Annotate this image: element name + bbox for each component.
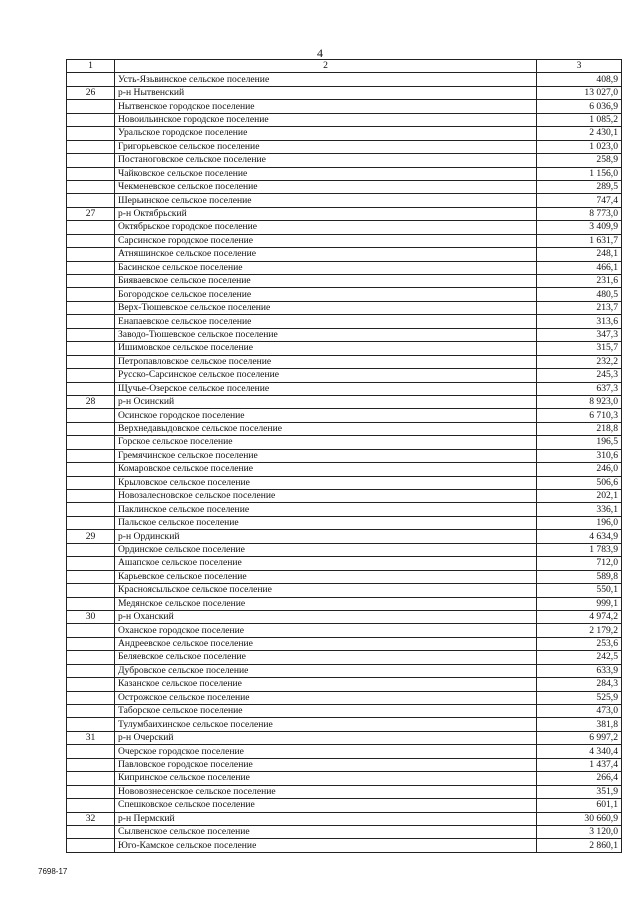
table-row — [67, 772, 622, 785]
table-row — [67, 516, 622, 529]
row-value-cell: 466,1 — [537, 261, 622, 274]
row-number-cell — [67, 490, 115, 503]
row-value-cell: 8 773,0 — [537, 207, 622, 220]
row-name-cell: Павловское городское поселение — [115, 758, 537, 771]
row-number-cell — [67, 261, 115, 274]
row-value-cell: 258,9 — [537, 154, 622, 167]
row-value-cell: 242,5 — [537, 651, 622, 664]
row-number-cell — [67, 288, 115, 301]
row-name-cell: р-н Оханский — [115, 610, 537, 623]
table-row — [67, 463, 622, 476]
table-row — [67, 154, 622, 167]
row-number-cell — [67, 745, 115, 758]
row-name-cell: Острожское сельское поселение — [115, 691, 537, 704]
row-number-cell — [67, 369, 115, 382]
table-row — [67, 301, 622, 314]
row-name-cell: р-н Октябрьский — [115, 207, 537, 220]
row-value-cell: 266,4 — [537, 772, 622, 785]
row-number-cell — [67, 557, 115, 570]
row-name-cell: Чекменевское сельское поселение — [115, 180, 537, 193]
row-name-cell: Нововознесенское сельское поселение — [115, 785, 537, 798]
row-name-cell: Новозалесновское сельское поселение — [115, 490, 537, 503]
row-name-cell: Петропавловское сельское поселение — [115, 355, 537, 368]
row-number-cell — [67, 691, 115, 704]
row-value-cell: 218,8 — [537, 422, 622, 435]
row-number-cell — [67, 382, 115, 395]
row-number-cell — [67, 167, 115, 180]
row-name-cell: Сарсинское городское поселение — [115, 234, 537, 247]
header-cell-number: 1 — [67, 60, 115, 73]
row-name-cell: Тулумбаихинское сельское поселение — [115, 718, 537, 731]
row-name-cell: Осинское городское поселение — [115, 409, 537, 422]
row-name-cell: Крыловское сельское поселение — [115, 476, 537, 489]
row-value-cell: 480,5 — [537, 288, 622, 301]
row-number-cell — [67, 476, 115, 489]
row-number-cell — [67, 624, 115, 637]
table-row — [67, 691, 622, 704]
row-value-cell: 289,5 — [537, 180, 622, 193]
row-value-cell: 13 027,0 — [537, 86, 622, 99]
row-number-cell — [67, 637, 115, 650]
table-row — [67, 651, 622, 664]
row-value-cell: 601,1 — [537, 799, 622, 812]
row-name-cell: Карьевское сельское поселение — [115, 570, 537, 583]
allocation-table — [66, 59, 622, 853]
row-value-cell: 506,6 — [537, 476, 622, 489]
row-value-cell: 633,9 — [537, 664, 622, 677]
row-name-cell: р-н Очерский — [115, 731, 537, 744]
row-name-cell: Усть-Язьвинское сельское поселение — [115, 73, 537, 86]
row-number-cell — [67, 127, 115, 140]
row-value-cell: 248,1 — [537, 248, 622, 261]
row-number-cell — [67, 758, 115, 771]
row-name-cell: Медянское сельское поселение — [115, 597, 537, 610]
row-name-cell: Чайковское сельское поселение — [115, 167, 537, 180]
row-value-cell: 747,4 — [537, 194, 622, 207]
row-number-cell — [67, 584, 115, 597]
row-name-cell: Щучье-Озерское сельское поселение — [115, 382, 537, 395]
row-value-cell: 310,6 — [537, 449, 622, 462]
row-number-cell — [67, 503, 115, 516]
row-name-cell: Верх-Тюшевское сельское поселение — [115, 301, 537, 314]
row-name-cell: Верхнедавыдовское сельское поселение — [115, 422, 537, 435]
table-row — [67, 315, 622, 328]
table-row — [67, 825, 622, 838]
header-cell-name: 2 — [115, 60, 537, 73]
row-value-cell: 6 710,3 — [537, 409, 622, 422]
row-name-cell: Атняшинское сельское поселение — [115, 248, 537, 261]
row-number-cell — [67, 154, 115, 167]
table-row — [67, 127, 622, 140]
row-name-cell: Гремячинское сельское поселение — [115, 449, 537, 462]
row-number-cell — [67, 275, 115, 288]
table-row — [67, 664, 622, 677]
row-value-cell: 347,3 — [537, 328, 622, 341]
row-number-cell — [67, 839, 115, 852]
row-name-cell: Дубровское сельское поселение — [115, 664, 537, 677]
row-value-cell: 3 409,9 — [537, 221, 622, 234]
row-value-cell: 712,0 — [537, 557, 622, 570]
row-value-cell: 550,1 — [537, 584, 622, 597]
table-row — [67, 812, 622, 825]
table-row — [67, 543, 622, 556]
row-name-cell: Паклинское сельское поселение — [115, 503, 537, 516]
row-number-cell — [67, 180, 115, 193]
row-number-cell — [67, 234, 115, 247]
table-row — [67, 584, 622, 597]
row-value-cell: 408,9 — [537, 73, 622, 86]
table-row — [67, 570, 622, 583]
table-row — [67, 395, 622, 408]
row-number-cell: 30 — [67, 610, 115, 623]
row-number-cell — [67, 301, 115, 314]
row-number-cell — [67, 113, 115, 126]
table-row — [67, 140, 622, 153]
table-row — [67, 328, 622, 341]
row-number-cell — [67, 409, 115, 422]
row-name-cell: Постаноговское сельское поселение — [115, 154, 537, 167]
table-body — [67, 60, 622, 853]
row-name-cell: Красноясыльское сельское поселение — [115, 584, 537, 597]
row-number-cell — [67, 100, 115, 113]
row-name-cell: Ишимовское сельское поселение — [115, 342, 537, 355]
row-name-cell: р-н Нытвенский — [115, 86, 537, 99]
row-value-cell: 351,9 — [537, 785, 622, 798]
table-row — [67, 731, 622, 744]
row-name-cell: Басинское сельское поселение — [115, 261, 537, 274]
row-number-cell — [67, 140, 115, 153]
row-value-cell: 213,7 — [537, 301, 622, 314]
row-value-cell: 336,1 — [537, 503, 622, 516]
row-number-cell — [67, 463, 115, 476]
row-value-cell: 232,2 — [537, 355, 622, 368]
table-row — [67, 637, 622, 650]
row-name-cell: Богородское сельское поселение — [115, 288, 537, 301]
row-name-cell: Юго-Камское сельское поселение — [115, 839, 537, 852]
row-number-cell: 28 — [67, 395, 115, 408]
table-row — [67, 718, 622, 731]
row-value-cell: 637,3 — [537, 382, 622, 395]
row-number-cell — [67, 785, 115, 798]
table-row — [67, 248, 622, 261]
row-number-cell — [67, 422, 115, 435]
row-value-cell: 6 036,9 — [537, 100, 622, 113]
table-row — [67, 610, 622, 623]
row-name-cell: р-н Ординский — [115, 530, 537, 543]
row-number-cell — [67, 194, 115, 207]
row-value-cell: 2 860,1 — [537, 839, 622, 852]
row-value-cell: 589,8 — [537, 570, 622, 583]
table-row — [67, 436, 622, 449]
row-value-cell: 196,5 — [537, 436, 622, 449]
row-name-cell: Пальское сельское поселение — [115, 516, 537, 529]
row-name-cell: Ашапское сельское поселение — [115, 557, 537, 570]
row-value-cell: 246,0 — [537, 463, 622, 476]
table-row — [67, 275, 622, 288]
table-row — [67, 369, 622, 382]
row-name-cell: Григорьевское сельское поселение — [115, 140, 537, 153]
table-row — [67, 799, 622, 812]
row-number-cell — [67, 664, 115, 677]
row-number-cell — [67, 678, 115, 691]
table-row — [67, 422, 622, 435]
row-number-cell — [67, 436, 115, 449]
row-value-cell: 202,1 — [537, 490, 622, 503]
table-row — [67, 167, 622, 180]
row-value-cell: 8 923,0 — [537, 395, 622, 408]
row-name-cell: Енапаевское сельское поселение — [115, 315, 537, 328]
row-name-cell: Беляевское сельское поселение — [115, 651, 537, 664]
row-value-cell: 4 974,2 — [537, 610, 622, 623]
row-number-cell — [67, 342, 115, 355]
table-row — [67, 503, 622, 516]
row-value-cell: 381,8 — [537, 718, 622, 731]
row-number-cell — [67, 315, 115, 328]
row-number-cell: 32 — [67, 812, 115, 825]
row-value-cell: 1 156,0 — [537, 167, 622, 180]
row-name-cell: Ординское сельское поселение — [115, 543, 537, 556]
table-row — [67, 100, 622, 113]
row-name-cell: Сылвенское сельское поселение — [115, 825, 537, 838]
table-row — [67, 745, 622, 758]
row-value-cell: 253,6 — [537, 637, 622, 650]
table-row — [67, 180, 622, 193]
row-name-cell: Новоильинское городское поселение — [115, 113, 537, 126]
row-name-cell: Комаровское сельское поселение — [115, 463, 537, 476]
row-name-cell: Казанское сельское поселение — [115, 678, 537, 691]
row-number-cell — [67, 221, 115, 234]
row-name-cell: Нытвенское городское поселение — [115, 100, 537, 113]
row-number-cell — [67, 705, 115, 718]
row-name-cell: Очерское городское поселение — [115, 745, 537, 758]
table-row — [67, 449, 622, 462]
row-value-cell: 30 660,9 — [537, 812, 622, 825]
row-value-cell: 313,6 — [537, 315, 622, 328]
row-name-cell: Бияваевское сельское поселение — [115, 275, 537, 288]
row-name-cell: р-н Пермский — [115, 812, 537, 825]
table-row — [67, 839, 622, 852]
row-name-cell: Уральское городское поселение — [115, 127, 537, 140]
row-name-cell: Андреевское сельское поселение — [115, 637, 537, 650]
document-code: 7698-17 — [38, 867, 68, 876]
table-row — [67, 624, 622, 637]
row-name-cell: Кипринское сельское поселение — [115, 772, 537, 785]
row-number-cell — [67, 248, 115, 261]
table-row — [67, 207, 622, 220]
row-name-cell: Спешковское сельское поселение — [115, 799, 537, 812]
row-number-cell: 27 — [67, 207, 115, 220]
table-row — [67, 678, 622, 691]
row-value-cell: 284,3 — [537, 678, 622, 691]
row-number-cell — [67, 570, 115, 583]
row-value-cell: 2 179,2 — [537, 624, 622, 637]
table-row — [67, 785, 622, 798]
table-row — [67, 597, 622, 610]
row-value-cell: 4 634,9 — [537, 530, 622, 543]
table-row — [67, 355, 622, 368]
row-value-cell: 1 783,9 — [537, 543, 622, 556]
table-row — [67, 113, 622, 126]
row-number-cell — [67, 543, 115, 556]
table-row — [67, 288, 622, 301]
table-row — [67, 73, 622, 86]
table-row — [67, 490, 622, 503]
row-number-cell — [67, 597, 115, 610]
row-name-cell: р-н Осинский — [115, 395, 537, 408]
row-name-cell: Шерьинское сельское поселение — [115, 194, 537, 207]
row-value-cell: 1 023,0 — [537, 140, 622, 153]
row-value-cell: 4 340,4 — [537, 745, 622, 758]
row-name-cell: Оханское городское поселение — [115, 624, 537, 637]
header-cell-value: 3 — [537, 60, 622, 73]
row-number-cell — [67, 355, 115, 368]
row-value-cell: 6 997,2 — [537, 731, 622, 744]
table-row — [67, 476, 622, 489]
table-row — [67, 194, 622, 207]
row-value-cell: 525,9 — [537, 691, 622, 704]
row-number-cell — [67, 772, 115, 785]
table-row — [67, 409, 622, 422]
row-value-cell: 999,1 — [537, 597, 622, 610]
row-value-cell: 315,7 — [537, 342, 622, 355]
row-number-cell — [67, 825, 115, 838]
table-row — [67, 705, 622, 718]
row-value-cell: 1 437,4 — [537, 758, 622, 771]
table-row — [67, 221, 622, 234]
table-row — [67, 758, 622, 771]
row-value-cell: 1 085,2 — [537, 113, 622, 126]
table-row — [67, 261, 622, 274]
row-value-cell: 1 631,7 — [537, 234, 622, 247]
row-number-cell — [67, 799, 115, 812]
row-value-cell: 196,0 — [537, 516, 622, 529]
table-row — [67, 342, 622, 355]
table-row — [67, 86, 622, 99]
row-value-cell: 473,0 — [537, 705, 622, 718]
row-number-cell — [67, 328, 115, 341]
row-number-cell — [67, 516, 115, 529]
row-value-cell: 2 430,1 — [537, 127, 622, 140]
row-name-cell: Русско-Сарсинское сельское поселение — [115, 369, 537, 382]
page-number: 4 — [317, 46, 323, 60]
row-number-cell — [67, 651, 115, 664]
row-number-cell — [67, 718, 115, 731]
row-value-cell: 245,3 — [537, 369, 622, 382]
row-number-cell: 29 — [67, 530, 115, 543]
table-row — [67, 530, 622, 543]
row-number-cell: 31 — [67, 731, 115, 744]
row-number-cell — [67, 73, 115, 86]
row-number-cell: 26 — [67, 86, 115, 99]
row-value-cell: 3 120,0 — [537, 825, 622, 838]
row-value-cell: 231,6 — [537, 275, 622, 288]
row-name-cell: Горское сельское поселение — [115, 436, 537, 449]
row-name-cell: Октябрьское городское поселение — [115, 221, 537, 234]
table-row — [67, 557, 622, 570]
row-number-cell — [67, 449, 115, 462]
row-name-cell: Таборское сельское поселение — [115, 705, 537, 718]
table-row — [67, 382, 622, 395]
table-row — [67, 234, 622, 247]
table-header-row — [67, 60, 622, 73]
row-name-cell: Заводо-Тюшевское сельское поселение — [115, 328, 537, 341]
